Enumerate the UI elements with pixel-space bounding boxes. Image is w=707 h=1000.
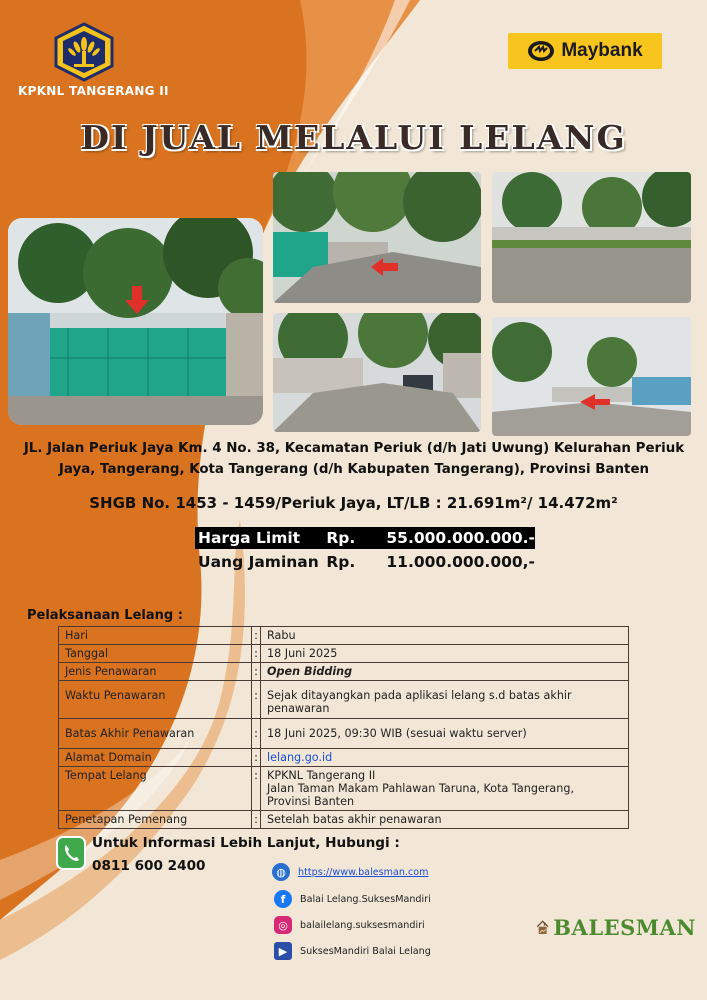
table-row bbox=[59, 719, 629, 749]
colon: : bbox=[252, 681, 261, 719]
instagram-icon: ◎ bbox=[274, 916, 292, 934]
colon: : bbox=[252, 767, 261, 811]
youtube-icon: ▶ bbox=[274, 942, 292, 960]
table-row bbox=[59, 749, 629, 767]
maybank-logo bbox=[508, 33, 662, 69]
row-key-bid-time: Waktu Penawaran bbox=[59, 681, 252, 719]
row-value-date: 18 Juni 2025 bbox=[261, 645, 629, 663]
facebook-icon: f bbox=[274, 890, 292, 908]
row-key-place: Tempat Lelang bbox=[59, 767, 252, 811]
page-title: DI JUAL MELALUI LELANG bbox=[80, 118, 627, 157]
row-value-day: Rabu bbox=[261, 627, 629, 645]
table-row bbox=[59, 645, 629, 663]
row-value-bid-time: Sejak ditayangkan pada aplikasi lelang s.d batas akhir penawaran bbox=[261, 681, 629, 719]
house-icon bbox=[536, 902, 549, 952]
contact-phone[interactable]: 0811 600 2400 bbox=[92, 858, 206, 874]
certificate-info: SHGB No. 1453 - 1459/Periuk Jaya, LT/LB : 21.691m²/ 14.472m² bbox=[89, 494, 618, 512]
row-key-day: Hari bbox=[59, 627, 252, 645]
deposit-currency: Rp. bbox=[326, 553, 356, 571]
row-key-domain: Alamat Domain bbox=[59, 749, 252, 767]
brand-name: BALESMAN bbox=[553, 914, 696, 940]
contact-heading: Untuk Informasi Lebih Lanjut, Hubungi : bbox=[92, 835, 400, 851]
globe-icon: ◍ bbox=[272, 863, 290, 881]
price-limit-label: Harga Limit bbox=[198, 529, 301, 547]
table-row bbox=[59, 811, 629, 829]
property-photo-street bbox=[492, 317, 691, 436]
price-limit-currency: Rp. bbox=[326, 529, 356, 547]
instagram-item[interactable] bbox=[274, 916, 425, 934]
price-limit-row bbox=[195, 527, 535, 549]
price-limit-value: 55.000.000.000.- bbox=[386, 529, 535, 547]
colon: : bbox=[252, 627, 261, 645]
facebook-item[interactable] bbox=[274, 890, 431, 908]
row-key-deadline: Batas Akhir Penawaran bbox=[59, 719, 252, 749]
row-key-date: Tanggal bbox=[59, 645, 252, 663]
table-row bbox=[59, 681, 629, 719]
whatsapp-phone-icon bbox=[56, 836, 86, 870]
table-row bbox=[59, 767, 629, 811]
colon: : bbox=[252, 749, 261, 767]
row-value-deadline: 18 Juni 2025, 09:30 WIB (sesuai waktu server) bbox=[261, 719, 629, 749]
table-row bbox=[59, 627, 629, 645]
place-line-3: Provinsi Banten bbox=[267, 795, 355, 808]
bank-name: Maybank bbox=[561, 40, 643, 61]
deposit-value: 11.000.000.000,- bbox=[386, 553, 535, 571]
property-photo-road-2 bbox=[273, 313, 481, 432]
row-value-winner: Setelah batas akhir penawaran bbox=[261, 811, 629, 829]
table-row bbox=[59, 663, 629, 681]
kemenkeu-logo bbox=[52, 22, 116, 82]
website-item[interactable] bbox=[272, 863, 428, 881]
row-key-winner: Penetapan Pemenang bbox=[59, 811, 252, 829]
website-link[interactable]: https://www.balesman.com bbox=[298, 866, 429, 878]
row-key-bid-type: Jenis Penawaran bbox=[59, 663, 252, 681]
balesman-logo bbox=[536, 902, 696, 952]
deposit-row bbox=[195, 551, 535, 573]
youtube-label: SuksesMandiri Balai Lelang bbox=[300, 945, 431, 957]
deposit-label: Uang Jaminan bbox=[198, 553, 319, 571]
colon: : bbox=[252, 663, 261, 681]
org-name: KPKNL TANGERANG II bbox=[18, 84, 169, 98]
youtube-item[interactable] bbox=[274, 942, 431, 960]
instagram-label: balailelang.suksesmandiri bbox=[300, 919, 425, 931]
maybank-tiger-icon bbox=[527, 40, 555, 62]
schedule-table bbox=[58, 626, 629, 829]
schedule-title: Pelaksanaan Lelang : bbox=[27, 608, 183, 623]
colon: : bbox=[252, 719, 261, 749]
place-line-1: KPKNL Tangerang II bbox=[267, 769, 376, 782]
row-value-place bbox=[261, 767, 629, 811]
property-photo-lot bbox=[492, 172, 691, 303]
property-photo-road-1 bbox=[273, 172, 481, 303]
colon: : bbox=[252, 645, 261, 663]
domain-link[interactable]: lelang.go.id bbox=[267, 751, 333, 764]
property-address: JL. Jalan Periuk Jaya Km. 4 No. 38, Kecamatan Periuk (d/h Jati Uwung) Kelurahan Periuk Jaya, Tangerang, Kota Tangerang (d/h Kabupaten Tangerang), Provinsi Banten bbox=[23, 441, 685, 477]
row-value-bid-type: Open Bidding bbox=[261, 663, 629, 681]
colon: : bbox=[252, 811, 261, 829]
place-line-2: Jalan Taman Makam Pahlawan Taruna, Kota Tangerang, bbox=[267, 782, 575, 795]
property-photo-gate bbox=[8, 218, 263, 425]
facebook-label: Balai Lelang.SuksesMandiri bbox=[300, 893, 431, 905]
